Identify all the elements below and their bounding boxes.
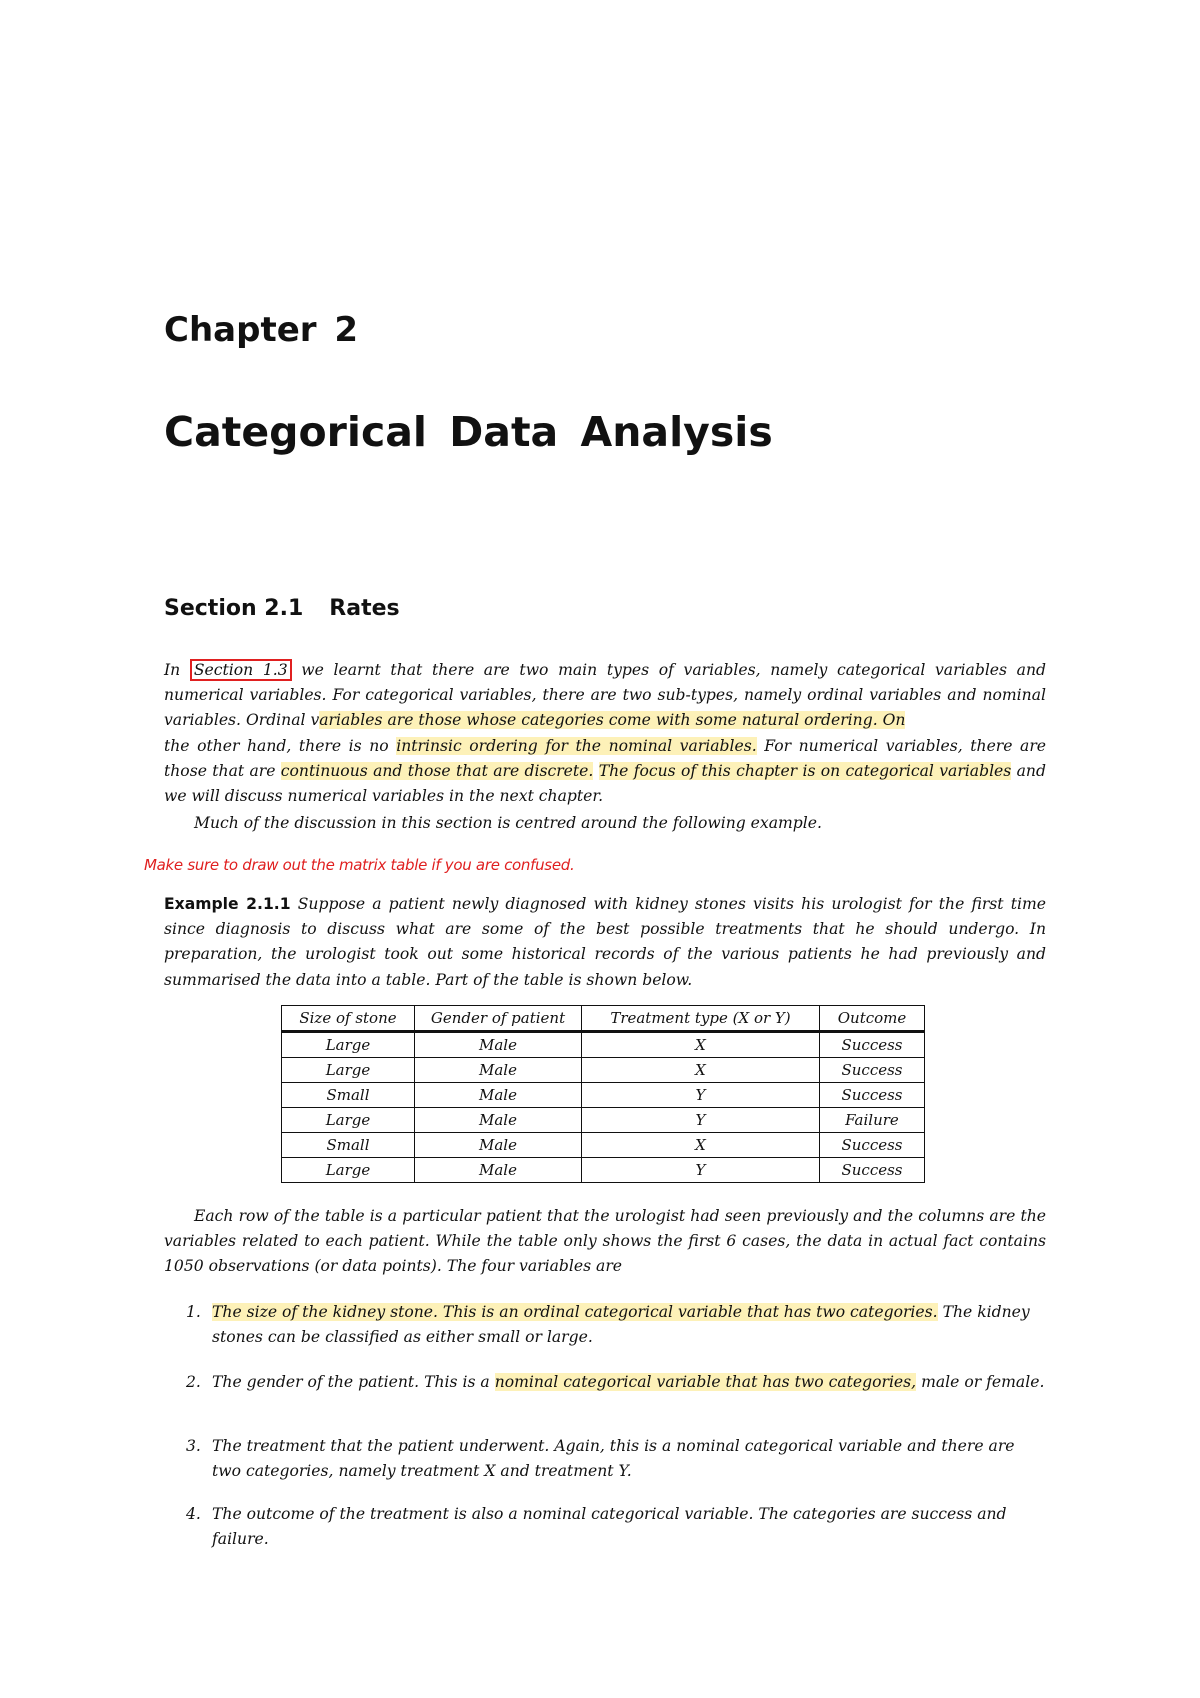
table-cell: Success (820, 1158, 925, 1183)
table-cell: X (582, 1133, 820, 1158)
table-cell: Failure (820, 1108, 925, 1133)
chapter-label: Chapter 2 (164, 310, 359, 350)
table-cell: Success (820, 1032, 925, 1058)
list-number: 2. (186, 1373, 201, 1391)
section-title: Rates (329, 596, 400, 621)
intro-text: For numerical variables, there are those that are (164, 736, 1047, 780)
intro-paragraph (164, 658, 1046, 809)
list-item (186, 1300, 1046, 1350)
table-header: Outcome (820, 1006, 925, 1032)
list-item (186, 1502, 1046, 1552)
highlight: nominal categorical variable that has two categories, (494, 1373, 917, 1391)
highlight: continuous and those that are discrete. (280, 761, 594, 780)
intro-text: we learnt that there are two main types of variables, namely categorical variables and numerical variables. For categorical variables, there are two sub-types, namely ordinal variables and nominal variables. Ordinal v (164, 661, 1046, 730)
list-text: The treatment that the patient underwent. Again, this is a nominal categorical variable and there are two categories, namely treatment X and treatment Y. (212, 1437, 1015, 1480)
table-cell: Y (582, 1108, 820, 1133)
list-text: The kidney stones can be classified as either small or large. (212, 1303, 1030, 1346)
intro-text: In (164, 661, 181, 679)
table-cell: Male (415, 1058, 582, 1083)
list-text: male or female. (921, 1373, 1045, 1391)
section-reference-link[interactable]: Section 1.3 (190, 659, 292, 681)
highlight: ariables are those whose categories come with some natural ordering. On (319, 711, 906, 730)
list-text: The outcome of the treatment is also a nominal categorical variable. The categories are success and failure. (212, 1505, 1007, 1548)
example-text: Suppose a patient newly diagnosed with kidney stones visits his urologist for the first time since diagnosis to discuss what are some of the best possible treatments that he should undergo. In preparation, the urologist took out some historical records of the various patients he had previously and summarised the data into a table. Part of the table is shown below. (164, 895, 1046, 989)
table-cell: Y (582, 1158, 820, 1183)
highlight: The focus of this chapter is on categorical variables (598, 761, 1012, 780)
table-row (282, 1083, 925, 1108)
annotation-note: Make sure to draw out the matrix table if you are confused. (144, 856, 575, 874)
table-cell: Large (282, 1108, 415, 1133)
table-cell: Male (415, 1158, 582, 1183)
table-row (282, 1108, 925, 1133)
list-item (186, 1370, 1046, 1395)
example-paragraph (164, 892, 1046, 993)
list-number: 3. (186, 1437, 201, 1455)
table-cell: Male (415, 1083, 582, 1108)
table-row (282, 1058, 925, 1083)
table-cell: Male (415, 1032, 582, 1058)
chapter-title: Categorical Data Analysis (164, 408, 773, 456)
after-table-paragraph: Each row of the table is a particular patient that the urologist had seen previously and the columns are the variables related to each patient. While the table only shows the first 6 cases, the data in actual fact contains 1050 observations (or data points). The four variables are (164, 1207, 1046, 1276)
table-row (282, 1032, 925, 1058)
table-row (282, 1133, 925, 1158)
table-cell: Large (282, 1158, 415, 1183)
table-cell: Success (820, 1133, 925, 1158)
table-cell: Male (415, 1133, 582, 1158)
example-label: Example 2.1.1 (164, 895, 291, 913)
table-header: Treatment type (X or Y) (582, 1006, 820, 1032)
table-row (282, 1158, 925, 1183)
table-cell: Large (282, 1058, 415, 1083)
list-number: 1. (186, 1303, 201, 1321)
table-cell: X (582, 1032, 820, 1058)
intro-text: and we will discuss numerical variables in the next chapter. (164, 761, 1046, 806)
table-cell: X (582, 1058, 820, 1083)
section-number: Section 2.1 (164, 596, 304, 621)
list-item (186, 1434, 1046, 1484)
table-header-row (282, 1006, 925, 1032)
table-header: Gender of patient (415, 1006, 582, 1032)
intro-paragraph-2: Much of the discussion in this section is centred around the following example. (194, 814, 822, 832)
table-header: Size of stone (282, 1006, 415, 1032)
section-heading (164, 596, 400, 621)
table-cell: Success (820, 1083, 925, 1108)
highlight: intrinsic ordering for the nominal variables. (396, 736, 757, 755)
table-cell: Success (820, 1058, 925, 1083)
highlight: The size of the kidney stone. This is an ordinal categorical variable that has two categories. (212, 1303, 938, 1321)
table-cell: Large (282, 1032, 415, 1058)
table-cell: Small (282, 1083, 415, 1108)
table-cell: Male (415, 1108, 582, 1133)
table-cell: Y (582, 1083, 820, 1108)
list-text: The gender of the patient. This is a (212, 1373, 490, 1391)
intro-text: the other hand, there is no (164, 736, 389, 755)
table-cell: Small (282, 1133, 415, 1158)
list-number: 4. (186, 1505, 201, 1523)
patient-data-table (281, 1005, 925, 1183)
